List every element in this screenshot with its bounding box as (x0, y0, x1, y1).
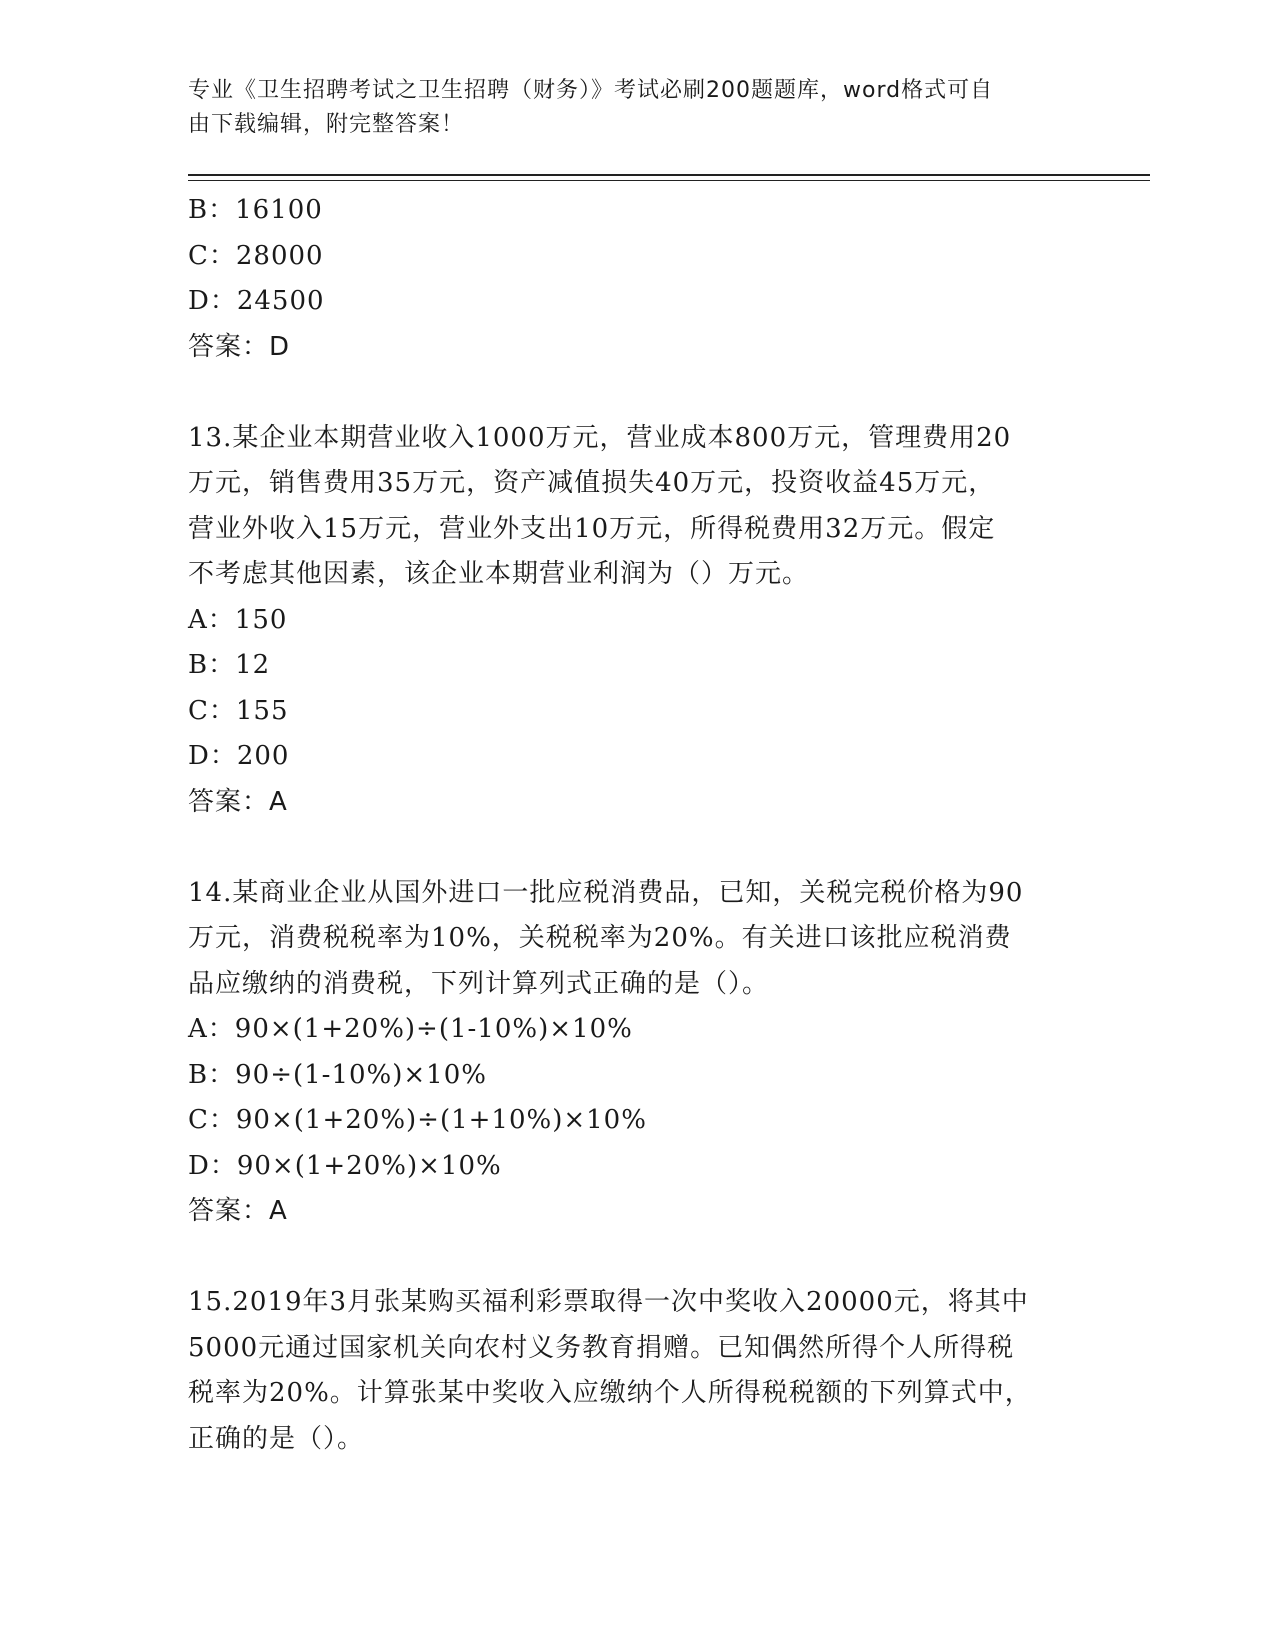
q12-option-b: B：16100 (188, 195, 323, 225)
q13-option-a: A：150 (188, 604, 288, 635)
question-15 (188, 1280, 1088, 1462)
q14-stem (188, 871, 1088, 1008)
q14-stem-line-3: 品应缴纳的消费税，下列计算列式正确的是（）。 (188, 968, 770, 999)
question-14 (188, 871, 1088, 1235)
q14-option-d: D：90×(1+20%)×10% (188, 1150, 502, 1181)
q13-option-c: C：155 (188, 695, 289, 726)
q14-stem-line-2: 万元，消费税税率为10%，关税税率为20%。有关进口该批应税消费 (188, 923, 1012, 953)
q14-answer: 答案：A (188, 1196, 288, 1226)
header-line-2: 由下载编辑，附完整答案！ (188, 112, 465, 137)
spacer (188, 1235, 1088, 1281)
q12-option-d: D：24500 (188, 286, 325, 316)
document-body (188, 188, 1088, 1462)
q14-option-b: B：90÷(1-10%)×10% (188, 1059, 487, 1090)
q12-option-c: C：28000 (188, 240, 324, 271)
q13-option-d: D：200 (188, 741, 290, 771)
question-12 (188, 188, 1088, 370)
q14-stem-line-1: 14.某商业企业从国外进口一批应税消费品，已知，关税完税价格为90 (188, 877, 1024, 908)
q13-stem (188, 416, 1088, 598)
q14-option-c: C：90×(1+20%)÷(1+10%)×10% (188, 1105, 647, 1135)
q13-option-b: B：12 (188, 650, 271, 680)
q12-answer: 答案：D (188, 331, 291, 362)
q13-answer: 答案：A (188, 786, 288, 817)
header-rule-thick (188, 174, 1150, 176)
q15-stem-line-4: 正确的是（）。 (188, 1423, 365, 1454)
q14-option-a: A：90×(1+20%)÷(1-10%)×10% (188, 1014, 633, 1044)
q13-stem-line-3: 营业外收入15万元，营业外支出10万元，所得税费用32万元。假定 (188, 513, 996, 544)
q15-stem-line-1: 15.2019年3月张某购买福利彩票取得一次中奖收入20000元，将其中 (188, 1287, 1029, 1317)
spacer (188, 825, 1088, 871)
q15-stem-line-2: 5000元通过国家机关向农村义务教育捐赠。已知偶然所得个人所得税 (188, 1332, 1015, 1363)
q13-stem-line-1: 13.某企业本期营业收入1000万元，营业成本800万元，管理费用20 (188, 422, 1012, 453)
q15-stem-line-3: 税率为20%。计算张某中奖收入应缴纳个人所得税税额的下列算式中， (188, 1378, 1032, 1408)
header-line-1: 专业《卫生招聘考试之卫生招聘（财务）》考试必刷200题题库，word格式可自 (188, 78, 994, 103)
header-rule-thin (188, 180, 1150, 181)
document-header (188, 74, 1068, 142)
question-13 (188, 416, 1088, 826)
q15-stem (188, 1280, 1088, 1462)
q13-stem-line-4: 不考虑其他因素，该企业本期营业利润为（）万元。 (188, 559, 810, 589)
q13-stem-line-2: 万元，销售费用35万元，资产减值损失40万元，投资收益45万元， (188, 468, 996, 498)
spacer (188, 370, 1088, 416)
